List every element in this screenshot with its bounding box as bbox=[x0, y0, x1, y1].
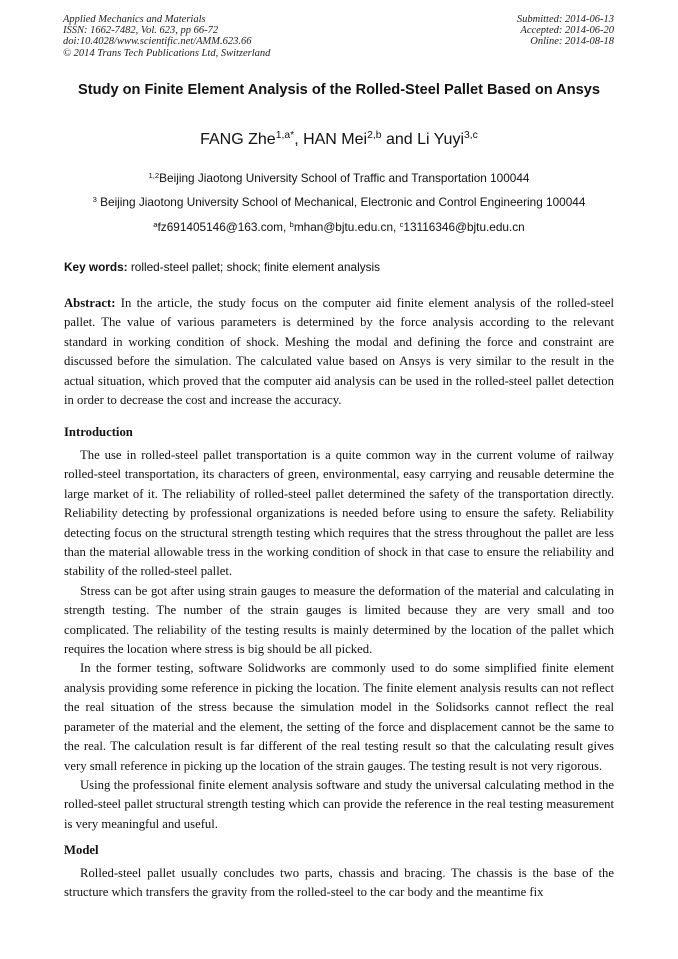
section-heading-introduction: Introduction bbox=[64, 425, 133, 439]
journal-name: Applied Mechanics and Materials bbox=[63, 14, 206, 25]
paragraph: Rolled-steel pallet usually concludes two parts, chassis and bracing. The chassis is the base of the structure which transfers the gravity from the rolled-steel to the car body and the meantime fix bbox=[64, 866, 614, 900]
paragraph: Stress can be got after using strain gauges to measure the deformation of the material and calculating in strength testing. The number of the strain gauges is limited because they are very small and too complicated. The reliability of the testing results is mainly determined by the location of the pallet which requires the location where stress is big should be all picked. bbox=[64, 583, 614, 657]
author-list bbox=[0, 130, 678, 152]
section-heading-model: Model bbox=[64, 843, 99, 857]
email-list bbox=[0, 220, 678, 236]
keywords-label: Key words: bbox=[64, 260, 128, 274]
author-affiliation-mark: 3,c bbox=[464, 130, 478, 142]
abstract bbox=[64, 294, 614, 410]
author-name: HAN Mei bbox=[303, 131, 368, 148]
keywords-text: rolled-steel pallet; shock; finite element analysis bbox=[127, 260, 381, 274]
author-affiliation-mark: 2,b bbox=[367, 130, 382, 142]
submitted-date: Submitted: 2014-06-13 bbox=[516, 14, 614, 25]
paragraph: The use in rolled-steel pallet transportation is a quite common way in the current volume of railway rolled-steel transportation, its characters of green, environmental, easy carrying and reusable determine the large market of it. The reliability of rolled-steel pallet determined the safety of the transportation directly. Reliability detecting by professional organizations is needed before using to ensure the safety. Reliability detecting focus on the structural strength testing which requires that the stress throughout the pallet are less than the material allowable tress in the working condition of shock in that case to ensure the reliability and stability of the rolled-steel pallet. bbox=[64, 448, 614, 579]
email-mark: a bbox=[153, 219, 158, 229]
author-name: FANG Zhe bbox=[200, 131, 276, 148]
abstract-text: In the article, the study focus on the computer aid finite element analysis of the rolled-steel pallet. The value of various parameters is determined by the force analysis according to the relevant standard in working condition of shock. Meshing the modal and defining the force and constraint are discussed before the simulation. The calculated value based on Ansys is very similar to the result in the actual situation, which proved that the computer aid analysis can be used in the rolled-steel pallet detection in order to decrease the cost and increase the accuracy. bbox=[64, 296, 614, 408]
affiliation-text: Beijing Jiaotong University School of Traffic and Transportation 100044 bbox=[159, 171, 530, 185]
copyright-line: © 2014 Trans Tech Publications Ltd, Switzerland bbox=[63, 47, 271, 59]
abstract-label: Abstract: bbox=[64, 296, 116, 310]
paper-title: Study on Finite Element Analysis of the Rolled-Steel Pallet Based on Ansys bbox=[78, 82, 600, 98]
email-address: 13116346@bjtu.edu.cn bbox=[403, 220, 525, 234]
accepted-date: Accepted: 2014-06-20 bbox=[520, 25, 614, 37]
publication-dates bbox=[517, 14, 614, 48]
author-separator: and bbox=[381, 131, 418, 148]
author-name: Li Yuyi bbox=[417, 131, 464, 148]
model-body bbox=[64, 864, 614, 903]
email-mark: c bbox=[399, 219, 404, 229]
affiliation-mark: 1,2 bbox=[148, 170, 160, 180]
email-address: mhan@bjtu.edu.cn, bbox=[293, 220, 400, 234]
keywords bbox=[64, 260, 380, 274]
affiliation bbox=[0, 171, 678, 187]
paragraph: Using the professional finite element analysis software and study the universal calculating method in the rolled-steel pallet structural strength testing which can provide the reference in the real testing measurement is very meaningful and useful. bbox=[64, 777, 614, 831]
affiliation bbox=[0, 195, 678, 211]
doi-line: doi:10.4028/www.scientific.net/AMM.623.66 bbox=[63, 36, 252, 48]
online-date: Online: 2014-08-18 bbox=[530, 36, 614, 48]
affiliation-text: Beijing Jiaotong University School of Mechanical, Electronic and Control Engineering 100044 bbox=[96, 195, 586, 209]
issn-line: ISSN: 1662-7482, Vol. 623, pp 66-72 bbox=[63, 25, 219, 37]
author-affiliation-mark: 1,a* bbox=[275, 130, 295, 142]
introduction-body bbox=[64, 446, 614, 834]
author-separator: , bbox=[294, 131, 304, 148]
affiliation-mark: 3 bbox=[92, 194, 97, 204]
paragraph: In the former testing, software Solidworks are commonly used to do some simplified finite element analysis providing some reference in picking the location. The finite element analysis results can not reflect the real situation of the stress because the simulation model in the Solidsorks cannot reflect the real parameter of the material and the element, the setting of the force and displacement cannot be the same to the real. The calculation result is far different of the real testing result so that the calculating result gives very small reference in picking up the location of the strain gauges. The testing result is not very rigorous. bbox=[64, 661, 614, 773]
journal-info bbox=[63, 14, 270, 59]
email-address: fz691405146@163.com, bbox=[157, 220, 290, 234]
email-mark: b bbox=[289, 219, 294, 229]
